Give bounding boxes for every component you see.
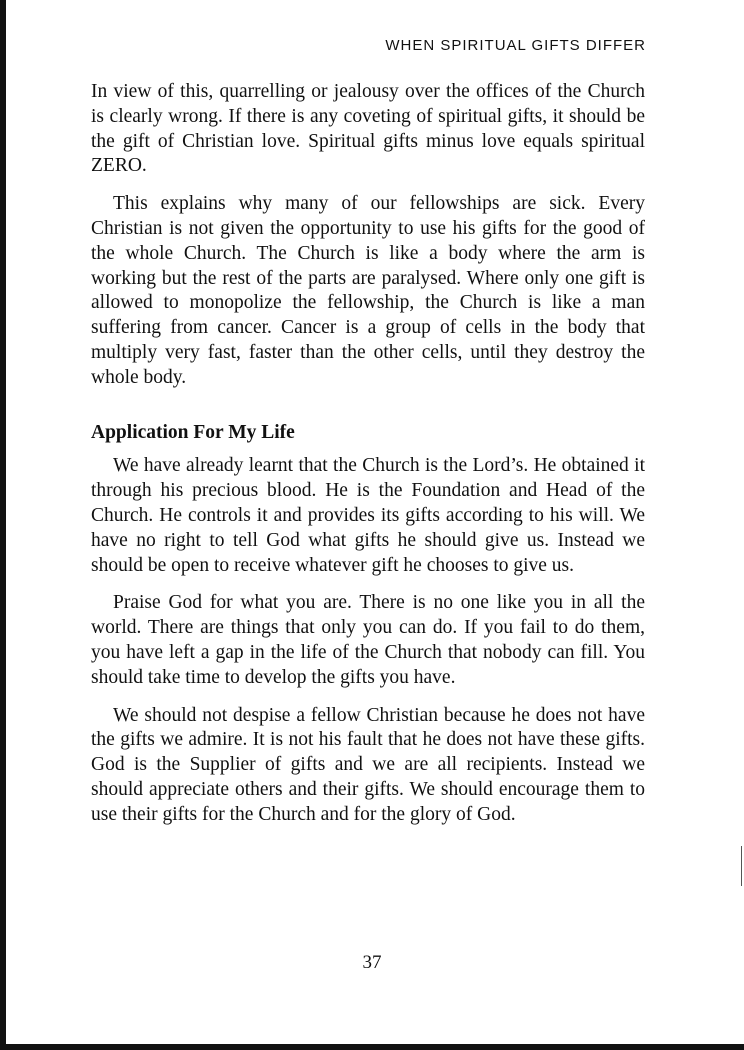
running-head: WHEN SPIRITUAL GIFTS DIFFER — [385, 37, 646, 54]
page-number: 37 — [362, 952, 382, 973]
page-right-mark — [741, 846, 742, 886]
paragraph-offices: In view of this, quarrelling or jealousy over the offices of the Church is clearly wrong. If there is any coveting of spiritual gifts, it should be the gift of Christian love. Spiritual gifts minus love equals spiritual ZERO. — [91, 81, 645, 177]
paragraph-despise: We should not despise a fellow Christian because he does not have the gifts we admire. It is not his fault that he does not have these gifts. God is the Supplier of gifts and we are all recipients. Instead we should appreciate others and their gifts. We should encourage them to use their gifts for the Church and for the glory of God. — [91, 704, 645, 825]
section-heading: Application For My Life — [91, 421, 295, 443]
paragraph-praise-god: Praise God for what you are. There is no one like you in all the world. There are things that only you can do. If you fail to do them, you have left a gap in the life of the Church that nobody can fill. You should take time to develop the gifts you have. — [91, 592, 645, 688]
body-text — [91, 80, 645, 841]
page-left-edge — [0, 0, 6, 1050]
paragraph-fellowships: This explains why many of our fellowships are sick. Every Christian is not given the opportunity to use his gifts for the good of the whole Church. The Church is like a body where the arm is working but the rest of the parts are paralysed. Where only one gift is allowed to monopolize the fellowship, the Church is like a man suffering from cancer. Cancer is a group of cells in the body that multiply very fast, faster than the other cells, until they destroy the whole body. — [91, 193, 645, 388]
page-bottom-edge — [0, 1044, 744, 1050]
paragraph-church-lords: We have already learnt that the Church is the Lord’s. He obtained it through his precious blood. He is the Foundation and Head of the Church. He controls it and provides its gifts according to his will. We have no right to tell God what gifts he should give us. Instead we should be open to receive whatever gift he chooses to give us. — [91, 455, 645, 576]
